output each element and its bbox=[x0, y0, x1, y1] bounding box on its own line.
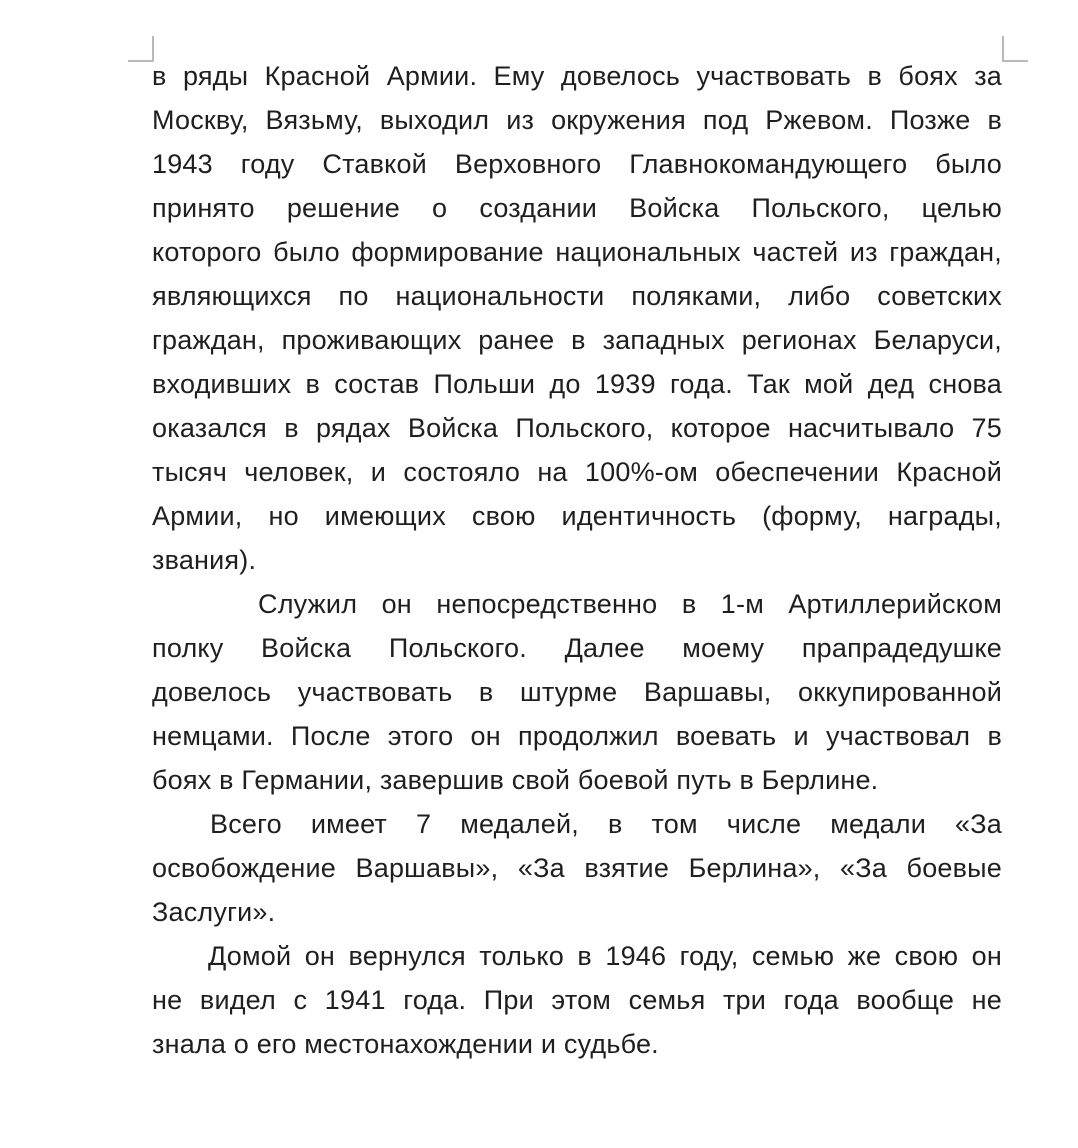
text-line: Москву, Вязьму, выходил из окружения под Ржевом. Позже в bbox=[152, 105, 1002, 135]
text-line: граждан, проживающих ранее в западных регионах Беларуси, bbox=[152, 325, 1002, 355]
text-line: звания). bbox=[152, 545, 257, 575]
text-line: в ряды Красной Армии. Ему довелось участвовать в боях за bbox=[152, 61, 1002, 91]
text-line: Служил он непосредственно в 1-м Артиллерийском bbox=[258, 589, 1002, 619]
text-line: полку Войска Польского. Далее моему прапрадедушке bbox=[152, 633, 1002, 663]
text-line: тысяч человек, и состояло на 100%-ом обеспечении Красной bbox=[152, 457, 1002, 487]
document-text-block bbox=[152, 54, 1002, 1066]
text-line: Домой он вернулся только в 1946 году, семью же свою он bbox=[208, 941, 1002, 971]
text-line: входивших в состав Польши до 1939 года. Так мой дед снова bbox=[152, 369, 1002, 399]
text-line: Армии, но имеющих свою идентичность (форму, награды, bbox=[152, 501, 1002, 531]
text-line: которого было формирование национальных частей из граждан, bbox=[152, 237, 1002, 267]
text-line: знала о его местонахождении и судьбе. bbox=[152, 1029, 659, 1059]
text-line: являющихся по национальности поляками, либо советских bbox=[152, 281, 1002, 311]
text-line: боях в Германии, завершив свой боевой путь в Берлине. bbox=[152, 765, 879, 795]
text-line: Заслуги». bbox=[152, 897, 276, 927]
text-line: принято решение о создании Войска Польского, целью bbox=[152, 193, 1002, 223]
text-line: 1943 году Ставкой Верховного Главнокомандующего было bbox=[152, 149, 1002, 179]
text-line: оказался в рядах Войска Польского, которое насчитывало 75 bbox=[152, 413, 1002, 443]
text-line: Всего имеет 7 медалей, в том числе медали «За bbox=[210, 809, 1002, 839]
margin-crop-mark-top-right-icon bbox=[1002, 36, 1028, 62]
text-line: довелось участвовать в штурме Варшавы, оккупированной bbox=[152, 677, 1002, 707]
text-line: не видел с 1941 года. При этом семья три года вообще не bbox=[152, 985, 1002, 1015]
text-line: освобождение Варшавы», «За взятие Берлина», «За боевые bbox=[152, 853, 1002, 883]
text-line: немцами. После этого он продолжил воевать и участвовал в bbox=[152, 721, 1002, 751]
margin-crop-mark-top-left-icon bbox=[128, 36, 154, 62]
